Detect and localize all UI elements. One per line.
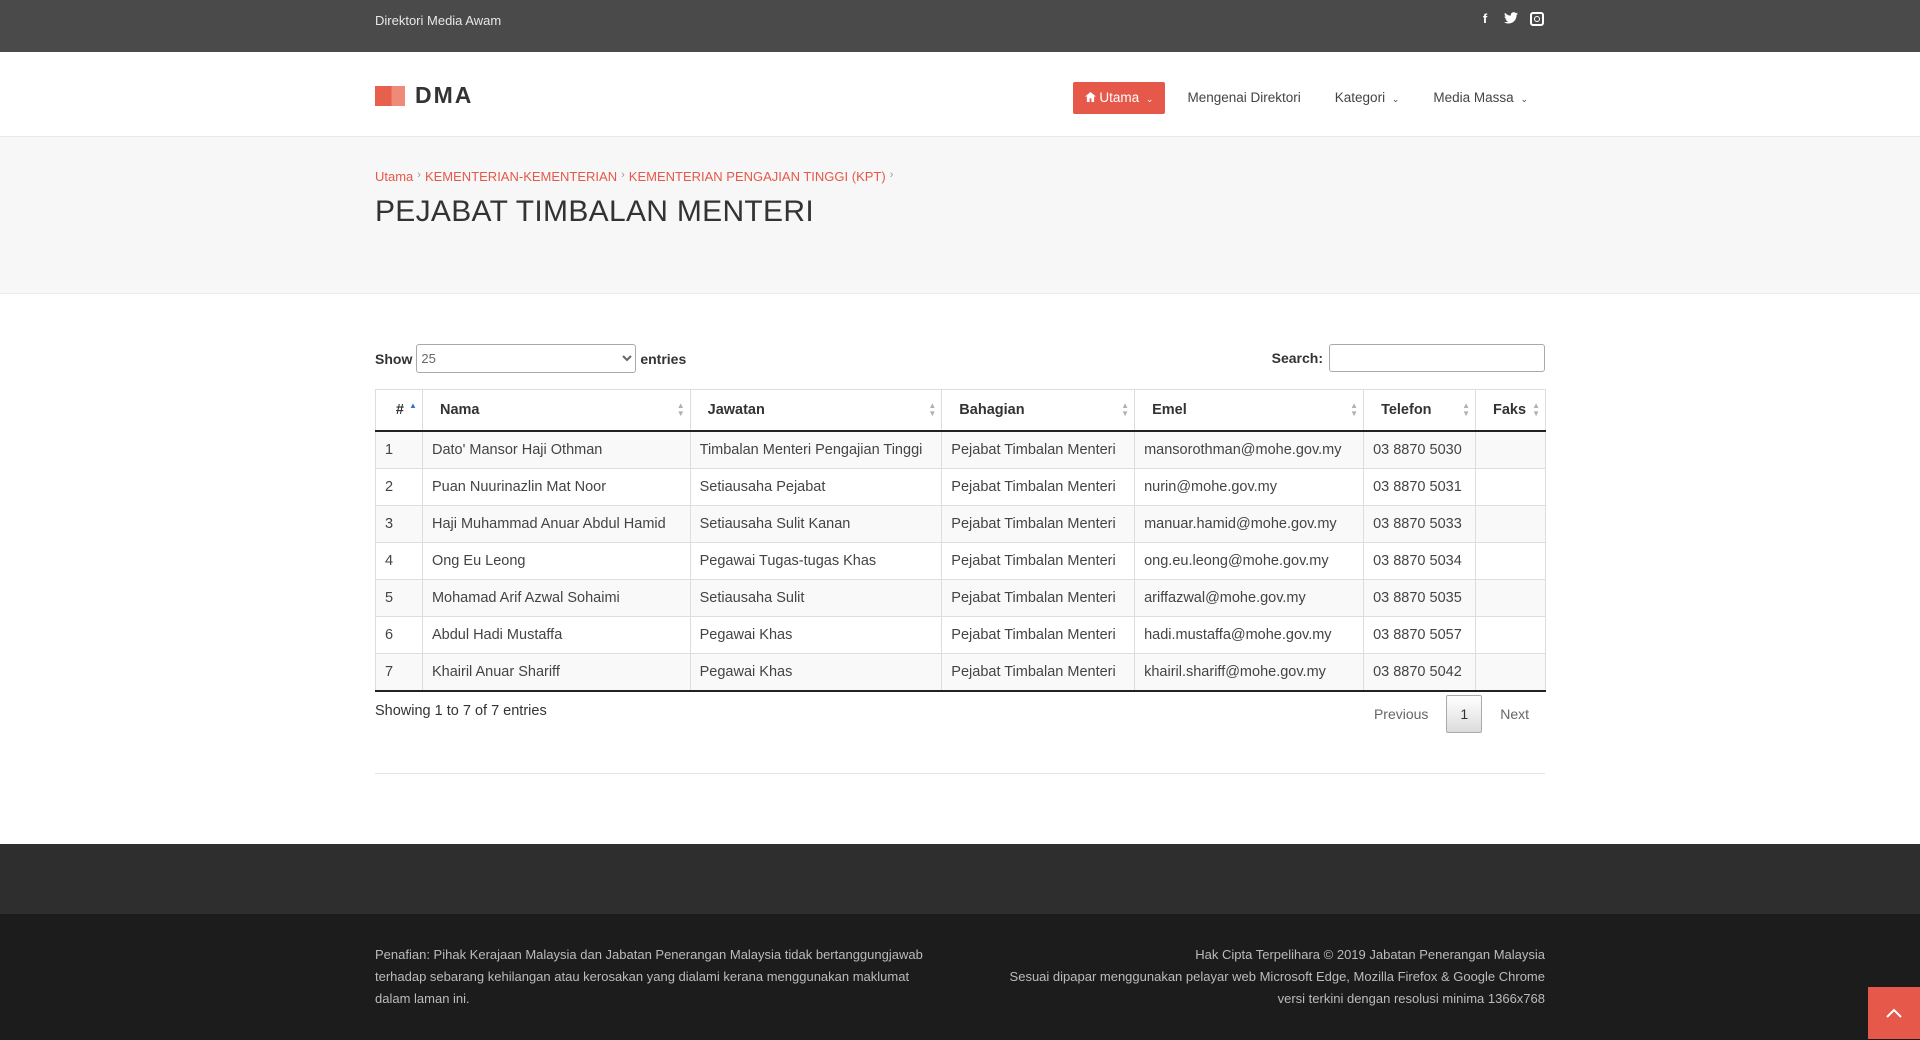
- table-row: [376, 506, 1546, 543]
- chevron-down-icon: ⌄: [1391, 94, 1400, 104]
- column-header-bahagian[interactable]: [942, 390, 1135, 432]
- cell-telefon: 03 8870 5035: [1364, 580, 1476, 617]
- twitter-icon[interactable]: [1504, 12, 1518, 26]
- column-header-emel[interactable]: [1135, 390, 1364, 432]
- nav-item-media-massa[interactable]: [1416, 82, 1545, 114]
- cell-number: 4: [376, 543, 423, 580]
- column-header-telefon[interactable]: [1364, 390, 1476, 432]
- resolution-note-line: versi terkini dengan resolusi minima 1366x768: [1277, 991, 1545, 1006]
- main-nav: [1073, 82, 1545, 114]
- page-title: PEJABAT TIMBALAN MENTERI: [375, 195, 814, 228]
- cell-faks: [1475, 617, 1545, 654]
- breadcrumb-item-kpt[interactable]: KEMENTERIAN PENGAJIAN TINGGI (KPT): [628, 169, 886, 184]
- cell-faks: [1475, 580, 1545, 617]
- page-button-current[interactable]: 1: [1446, 695, 1482, 733]
- facebook-icon[interactable]: f: [1482, 11, 1488, 26]
- length-control: [375, 344, 686, 373]
- cell-bahagian: Pejabat Timbalan Menteri: [942, 654, 1135, 692]
- logo-text: DMA: [415, 82, 474, 108]
- page-title-band: [0, 137, 1920, 294]
- sort-icon: ▲ ▼: [1532, 401, 1540, 418]
- breadcrumb-item-utama[interactable]: Utama: [375, 169, 414, 184]
- chevron-down-icon: ⌄: [1145, 94, 1154, 104]
- cell-jawatan: Setiausaha Pejabat: [690, 469, 942, 506]
- nav-item-label: Utama: [1099, 90, 1140, 105]
- search-label: Search:: [1271, 350, 1323, 366]
- cell-bahagian: Pejabat Timbalan Menteri: [942, 431, 1135, 469]
- social-links: [1478, 12, 1544, 26]
- sort-icon: ▲ ▼: [1121, 401, 1130, 418]
- previous-page-button[interactable]: Previous: [1373, 706, 1429, 722]
- column-header-label: Jawatan: [707, 402, 765, 418]
- cell-emel: hadi.mustaffa@mohe.gov.my: [1135, 617, 1364, 654]
- cell-emel: ong.eu.leong@mohe.gov.my: [1135, 543, 1364, 580]
- cell-nama: Haji Muhammad Anuar Abdul Hamid: [422, 506, 690, 543]
- nav-item-label: Media Massa: [1433, 90, 1514, 105]
- cell-number: 7: [376, 654, 423, 692]
- cell-emel: mansorothman@mohe.gov.my: [1135, 431, 1364, 469]
- cell-faks: [1475, 543, 1545, 580]
- cell-emel: nurin@mohe.gov.my: [1135, 469, 1364, 506]
- footer-top: [0, 844, 1920, 914]
- cell-telefon: 03 8870 5031: [1364, 469, 1476, 506]
- footer-bottom: [0, 914, 1920, 1040]
- cell-number: 6: [376, 617, 423, 654]
- chevron-right-icon: ›: [889, 169, 894, 181]
- cell-jawatan: Setiausaha Sulit Kanan: [690, 506, 942, 543]
- entries-length-select[interactable]: [416, 344, 636, 373]
- cell-nama: Ong Eu Leong: [422, 543, 690, 580]
- cell-jawatan: Timbalan Menteri Pengajian Tinggi: [690, 431, 942, 469]
- column-header-faks[interactable]: [1475, 390, 1545, 432]
- column-header-label: Nama: [439, 402, 480, 418]
- search-control: [1272, 344, 1545, 372]
- table-info: Showing 1 to 7 of 7 entries: [375, 703, 547, 719]
- cell-jawatan: Pegawai Khas: [690, 617, 942, 654]
- column-header-jawatan[interactable]: [690, 390, 942, 432]
- next-page-button[interactable]: Next: [1500, 706, 1529, 722]
- cell-bahagian: Pejabat Timbalan Menteri: [942, 543, 1135, 580]
- nav-item-mengenai[interactable]: [1170, 82, 1317, 114]
- chevron-right-icon: ›: [417, 169, 421, 181]
- sort-icon: ▲ ▼: [1350, 401, 1359, 418]
- nav-item-label: Kategori: [1334, 90, 1386, 105]
- entries-label: entries: [640, 350, 687, 367]
- sort-icon: ▲ ▼: [676, 401, 685, 418]
- nav-item-label: Mengenai Direktori: [1187, 90, 1301, 105]
- main-header: [0, 52, 1920, 137]
- cell-telefon: 03 8870 5030: [1364, 431, 1476, 469]
- copyright-text: [945, 944, 1545, 1010]
- table-row: [376, 543, 1546, 580]
- column-header-label: Emel: [1152, 402, 1187, 418]
- table-row: [376, 617, 1546, 654]
- disclaimer-text: Penafian: Pihak Kerajaan Malaysia dan Jabatan Penerangan Malaysia tidak bertanggungjawab terhadap sebarang kehilangan atau kerosakan yang dialami kerana menggunakan maklumat dalam laman ini.: [375, 947, 923, 1006]
- table-row: [376, 431, 1546, 469]
- chevron-up-icon: [1885, 1003, 1903, 1023]
- table-row: [376, 580, 1546, 617]
- breadcrumb: [375, 169, 897, 184]
- cell-faks: [1475, 506, 1545, 543]
- nav-item-utama[interactable]: [1073, 82, 1166, 114]
- cell-emel: khairil.shariff@mohe.gov.my: [1135, 654, 1364, 692]
- top-bar: [0, 0, 1920, 52]
- cell-nama: Abdul Hadi Mustaffa: [422, 617, 690, 654]
- cell-faks: [1475, 654, 1545, 692]
- home-icon: [1085, 90, 1100, 105]
- cell-bahagian: Pejabat Timbalan Menteri: [942, 469, 1135, 506]
- column-header-label: #: [395, 402, 404, 418]
- scroll-to-top-button[interactable]: [1868, 987, 1920, 1039]
- cell-jawatan: Setiausaha Sulit: [690, 580, 942, 617]
- cell-nama: Puan Nuurinazlin Mat Noor: [422, 469, 690, 506]
- column-header-nama[interactable]: [422, 390, 690, 432]
- cell-emel: ariffazwal@mohe.gov.my: [1135, 580, 1364, 617]
- cell-bahagian: Pejabat Timbalan Menteri: [942, 580, 1135, 617]
- column-header-label: Bahagian: [959, 402, 1025, 418]
- content-divider: [375, 773, 1545, 774]
- pagination: [1358, 695, 1545, 733]
- cell-emel: manuar.hamid@mohe.gov.my: [1135, 506, 1364, 543]
- cell-number: 5: [376, 580, 423, 617]
- cell-number: 1: [376, 431, 423, 469]
- column-header-label: Faks: [1492, 402, 1527, 418]
- browser-note-line: Sesuai dipapar menggunakan pelayar web Microsoft Edge, Mozilla Firefox & Google Chrome: [1009, 969, 1545, 984]
- cell-telefon: 03 8870 5057: [1364, 617, 1476, 654]
- sort-asc-icon: ▲: [409, 401, 417, 410]
- breadcrumb-item-kementerian[interactable]: KEMENTERIAN-KEMENTERIAN: [424, 169, 618, 184]
- column-header-number[interactable]: [376, 390, 423, 432]
- logo-mark: [375, 86, 405, 106]
- search-input[interactable]: [1329, 344, 1545, 372]
- sort-icon: ▲ ▼: [928, 401, 937, 418]
- chevron-down-icon: ⌄: [1520, 94, 1528, 104]
- cell-telefon: 03 8870 5042: [1364, 654, 1476, 692]
- site-name[interactable]: Direktori Media Awam: [375, 13, 502, 28]
- directory-table: [375, 389, 1546, 692]
- table-row: [376, 469, 1546, 506]
- cell-telefon: 03 8870 5034: [1364, 543, 1476, 580]
- cell-jawatan: Pegawai Khas: [690, 654, 942, 692]
- cell-bahagian: Pejabat Timbalan Menteri: [942, 506, 1135, 543]
- chevron-right-icon: ›: [621, 169, 625, 181]
- column-header-label: Telefon: [1381, 402, 1432, 418]
- sort-icon: ▲ ▼: [1462, 401, 1470, 418]
- table-header-row: [376, 390, 1546, 432]
- table-controls: [375, 344, 1545, 374]
- cell-number: 2: [376, 469, 423, 506]
- cell-number: 3: [376, 506, 423, 543]
- table-row: [376, 654, 1546, 692]
- show-label: Show: [375, 350, 413, 367]
- cell-telefon: 03 8870 5033: [1364, 506, 1476, 543]
- cell-nama: Khairil Anuar Shariff: [422, 654, 690, 692]
- logo[interactable]: [375, 82, 473, 109]
- cell-nama: Dato' Mansor Haji Othman: [422, 431, 690, 469]
- instagram-icon[interactable]: [1530, 12, 1544, 26]
- copyright-line: Hak Cipta Terpelihara © 2019 Jabatan Penerangan Malaysia: [1195, 947, 1545, 962]
- cell-bahagian: Pejabat Timbalan Menteri: [942, 617, 1135, 654]
- cell-jawatan: Pegawai Tugas-tugas Khas: [690, 543, 942, 580]
- cell-faks: [1475, 431, 1545, 469]
- nav-item-kategori[interactable]: [1318, 82, 1417, 114]
- cell-nama: Mohamad Arif Azwal Sohaimi: [422, 580, 690, 617]
- cell-faks: [1475, 469, 1545, 506]
